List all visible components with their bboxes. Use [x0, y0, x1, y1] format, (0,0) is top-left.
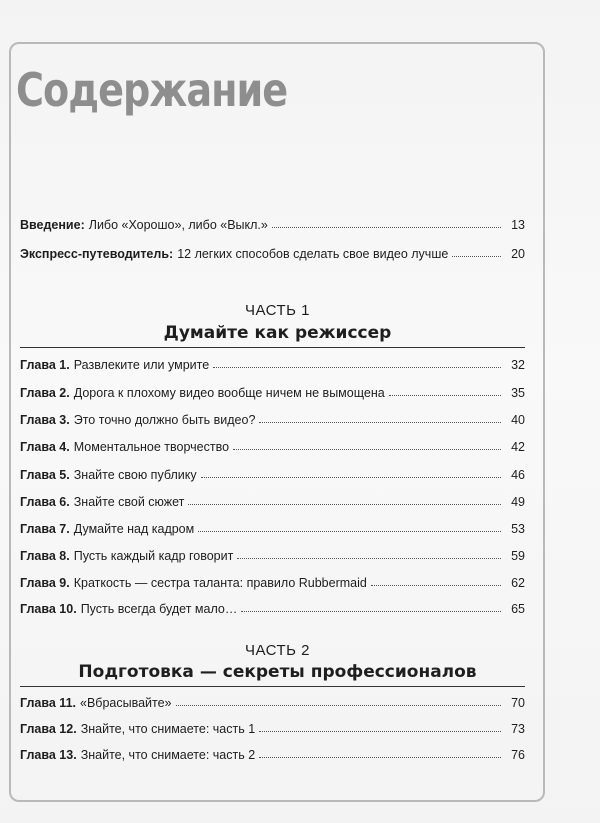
entry-text: Дорога к плохому видео вообще ничем не вымощена [73, 386, 385, 400]
entry-label: Глава 8. [20, 549, 70, 563]
entry-text: Моментальное творчество [73, 440, 230, 454]
entry-page: 35 [511, 386, 525, 400]
entry-label: Глава 3. [20, 413, 70, 427]
entry-label: Глава 1. [20, 358, 70, 372]
entry-text: Развлеките или умрите [73, 358, 210, 372]
entry-page: 65 [511, 602, 525, 616]
dot-leader [233, 448, 501, 450]
entry-text: Знайте свою публику [73, 468, 197, 482]
entry-label: Глава 6. [20, 495, 70, 509]
entry-text: Знайте свой сюжет [73, 495, 185, 509]
entry-page: 76 [511, 748, 525, 762]
entry-text: Думайте над кадром [73, 522, 195, 536]
toc-entry-intro [20, 212, 525, 232]
dot-leader [259, 421, 501, 423]
dot-leader [389, 394, 501, 396]
entry-text: «Вбрасывайте» [80, 696, 172, 710]
entry-page: 40 [511, 413, 525, 427]
entry-text: Это точно должно быть видео? [73, 413, 256, 427]
part-1-label: ЧАСТЬ 1 [244, 302, 311, 319]
entry-page: 62 [511, 576, 525, 590]
page-title: Содержание [16, 63, 288, 117]
entry-page: 46 [511, 468, 525, 482]
entry-label: Экспресс-путеводитель: [20, 247, 174, 261]
toc-entry-chapter-13 [20, 742, 525, 762]
entry-page: 73 [511, 722, 525, 736]
toc-entry-chapter-6 [20, 489, 525, 509]
entry-text: Пусть всегда будет мало… [80, 602, 238, 616]
entry-text: 12 легких способов сделать свое видео лучше [177, 247, 449, 261]
entry-page: 70 [511, 696, 525, 710]
toc-entry-chapter-12 [20, 716, 525, 736]
toc-entry-chapter-1 [20, 352, 525, 372]
entry-page: 42 [511, 440, 525, 454]
entry-page: 53 [511, 522, 525, 536]
part-1-rule [20, 347, 525, 348]
entry-label: Глава 9. [20, 576, 70, 590]
entry-label: Глава 4. [20, 440, 70, 454]
dot-leader [237, 557, 501, 559]
part-2-title: Подготовка — секреты профессионалов [78, 662, 477, 682]
toc-entry-chapter-2 [20, 380, 525, 400]
toc-entry-chapter-9 [20, 570, 525, 590]
part-2-label: ЧАСТЬ 2 [244, 642, 311, 659]
entry-text: Знайте, что снимаете: часть 1 [80, 722, 256, 736]
entry-text: Знайте, что снимаете: часть 2 [80, 748, 256, 762]
toc-entry-chapter-3 [20, 407, 525, 427]
toc-entry-chapter-4 [20, 434, 525, 454]
dot-leader [259, 730, 501, 732]
entry-label: Глава 11. [20, 696, 76, 710]
entry-text: Пусть каждый кадр говорит [73, 549, 234, 563]
toc-entry-chapter-7 [20, 516, 525, 536]
entry-label: Глава 7. [20, 522, 70, 536]
entry-page: 49 [511, 495, 525, 509]
dot-leader [452, 255, 501, 257]
dot-leader [176, 704, 501, 706]
entry-text: Либо «Хорошо», либо «Выкл.» [88, 218, 268, 232]
dot-leader [371, 584, 501, 586]
part-2-rule [20, 686, 525, 687]
toc-entry-chapter-10 [20, 596, 525, 616]
entry-label: Глава 2. [20, 386, 70, 400]
toc-entry-express-guide [20, 241, 525, 261]
toc-entry-chapter-8 [20, 543, 525, 563]
dot-leader [272, 226, 501, 228]
dot-leader [241, 610, 501, 612]
dot-leader [198, 530, 501, 532]
entry-label: Глава 12. [20, 722, 77, 736]
entry-label: Глава 13. [20, 748, 77, 762]
entry-page: 32 [511, 358, 525, 372]
entry-label: Введение: [20, 218, 85, 232]
entry-label: Глава 10. [20, 602, 77, 616]
entry-label: Глава 5. [20, 468, 70, 482]
entry-page: 20 [511, 247, 525, 261]
dot-leader [188, 503, 501, 505]
toc-entry-chapter-11 [20, 690, 525, 710]
entry-page: 59 [511, 549, 525, 563]
entry-text: Краткость — сестра таланта: правило Rubbermaid [73, 576, 367, 590]
dot-leader [213, 366, 501, 368]
dot-leader [259, 756, 501, 758]
dot-leader [201, 476, 501, 478]
entry-page: 13 [511, 218, 525, 232]
part-1-title: Думайте как режиссер [163, 323, 392, 343]
toc-entry-chapter-5 [20, 462, 525, 482]
